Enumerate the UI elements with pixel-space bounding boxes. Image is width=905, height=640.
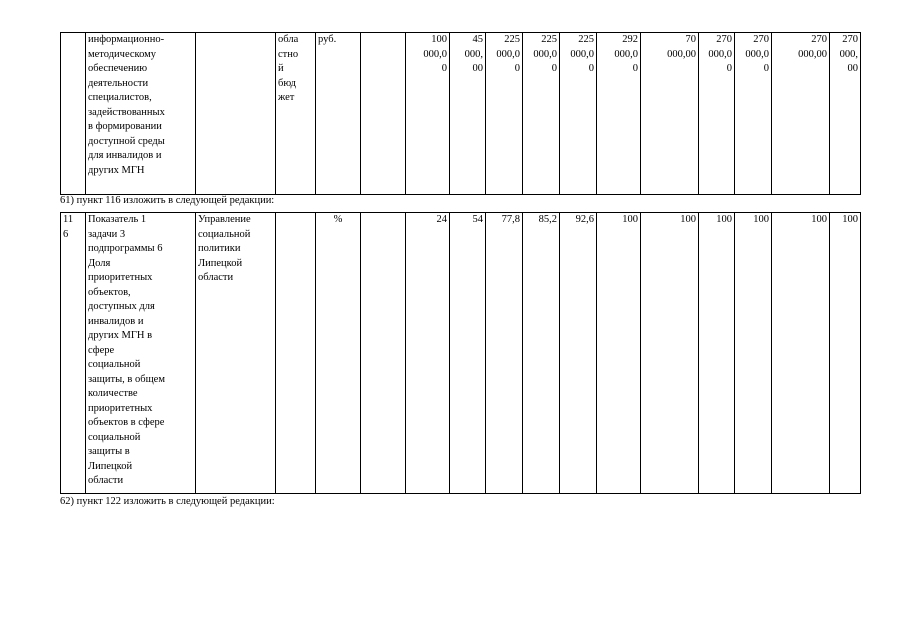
value-cell: 70 000,00 bbox=[641, 33, 699, 195]
responsible-cell bbox=[196, 33, 276, 195]
value-cell: 77,8 bbox=[486, 213, 523, 494]
value-cell: 225 000,0 0 bbox=[523, 33, 560, 195]
value-cell: 270 000, 00 bbox=[830, 33, 861, 195]
value-cell: 225 000,0 0 bbox=[560, 33, 597, 195]
row-number-cell: 11 6 bbox=[61, 213, 86, 494]
amendment-note: 61) пункт 116 изложить в следующей редакции: bbox=[60, 195, 275, 206]
value-cell: 225 000,0 0 bbox=[486, 33, 523, 195]
indicator-name-cell: Показатель 1 задачи 3 подпрограммы 6 Доля приоритетных объектов, доступных для инвалидов и других МГН в сфере социальной защиты, в общем количестве приоритетных объектов в сфере социальной защиты в Липецкой области bbox=[86, 213, 196, 494]
value-cell: 100 bbox=[772, 213, 830, 494]
value-cell: 24 bbox=[406, 213, 450, 494]
row-number-cell bbox=[61, 33, 86, 195]
value-cell: 92,6 bbox=[560, 213, 597, 494]
value-cell: 100 000,0 0 bbox=[406, 33, 450, 195]
unit-cell: % bbox=[316, 213, 361, 494]
funding-source-cell bbox=[276, 213, 316, 494]
empty-cell bbox=[361, 213, 406, 494]
funding-source-cell: обла стно й бюд жет bbox=[276, 33, 316, 195]
program-table-fragment-2 bbox=[60, 212, 861, 494]
indicator-name-cell: информационно- методическому обеспечению деятельности специалистов, задействованных в формировании доступной среды для инвалидов и других МГН bbox=[86, 33, 196, 195]
value-cell: 100 bbox=[597, 213, 641, 494]
value-cell: 100 bbox=[699, 213, 735, 494]
table-row bbox=[61, 33, 861, 195]
table-row bbox=[61, 213, 861, 494]
empty-cell bbox=[361, 33, 406, 195]
value-cell: 85,2 bbox=[523, 213, 560, 494]
value-cell: 100 bbox=[830, 213, 861, 494]
amendment-note: 62) пункт 122 изложить в следующей редакции: bbox=[60, 496, 275, 507]
responsible-cell: Управление социальной политики Липецкой области bbox=[196, 213, 276, 494]
program-table-fragment-1 bbox=[60, 32, 861, 195]
value-cell: 54 bbox=[450, 213, 486, 494]
value-cell: 292 000,0 0 bbox=[597, 33, 641, 195]
value-cell: 270 000,0 0 bbox=[735, 33, 772, 195]
value-cell: 270 000,0 0 bbox=[699, 33, 735, 195]
value-cell: 270 000,00 bbox=[772, 33, 830, 195]
value-cell: 100 bbox=[735, 213, 772, 494]
unit-cell: руб. bbox=[316, 33, 361, 195]
value-cell: 100 bbox=[641, 213, 699, 494]
value-cell: 45 000, 00 bbox=[450, 33, 486, 195]
